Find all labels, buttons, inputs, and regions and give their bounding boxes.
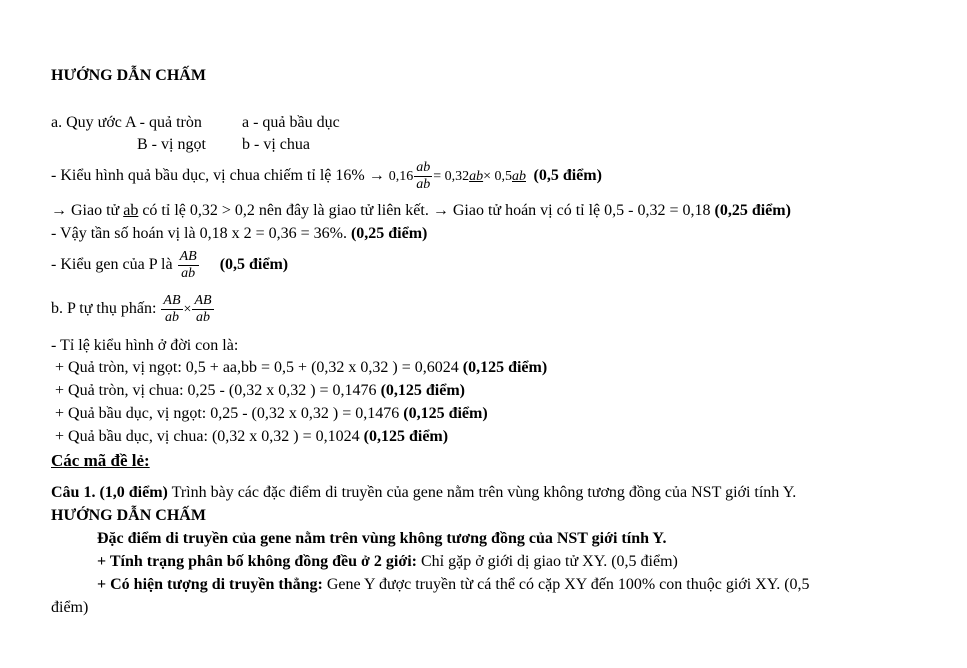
answer-point-1 [97,552,678,572]
score: (0,25 điểm) [350,225,428,242]
eq-rest1: = 0,32 [433,169,470,184]
gamete-line [51,201,791,221]
item-text: + Quả tròn, vị chua: 0,25 - (0,32 x 0,32 ) = 0,1476 [55,382,377,399]
genotype-text: - Kiểu gen của P là [51,256,173,273]
eq-coef: 0,16 [388,169,414,184]
self-pollination-text: b. P tự thụ phấn: [51,300,157,317]
list-item [55,427,448,447]
parent2-fraction [192,293,213,326]
question-text: Trình bày các đặc điểm di truyền của gene nằm trên vùng không tương đồng của NST giới tính Y. [171,484,797,501]
parent1-fraction [161,293,182,326]
list-item [55,358,547,378]
point-label: + Tính trạng phân bố không đồng đều ở 2 giới: [97,553,417,570]
score: (0,5 điểm) [219,256,289,273]
score: (0,5 điểm) [533,167,602,184]
eq-den: ab [416,177,431,193]
page-title: HƯỚNG DẪN CHẤM [51,67,206,84]
eq-ab1: ab [469,169,484,184]
item-text: + Quả bầu dục, vị chua: (0,32 x 0,32 ) = 0,1024 [55,428,360,445]
convention-a-lower: a - quả bầu dục [242,114,340,131]
section-title: Các mã đề lẻ: [51,451,150,470]
phenotype-text: - Kiểu hình quả bầu dục, vị chua chiếm tỉ lệ 16% → [51,167,385,184]
score: (0,25 điểm) [714,202,791,219]
gamete-ab: ab [123,202,139,219]
eq-ab2: ab [512,169,526,184]
phenotype-line [51,158,602,195]
ratio-intro: - Tỉ lệ kiểu hình ở đời con là: [51,337,239,354]
point-label: + Có hiện tượng di truyền thẳng: [97,576,323,593]
genotype-den: ab [181,265,196,281]
answer-heading: HƯỚNG DẪN CHẤM [51,507,206,524]
answer-point-2-wrap: điểm) [51,599,89,616]
frequency-text: - Vậy tần số hoán vị là 0,18 x 2 = 0,36 = 36%. [51,225,347,242]
gamete-prefix: → Giao tử [51,202,120,219]
convention-line-1 [51,113,340,133]
parent2-den: ab [195,309,210,325]
parent1-den: ab [164,309,179,325]
list-item [55,404,488,424]
convention-b-upper: B - vị ngọt [137,136,206,153]
gamete-rest: có tỉ lệ 0,32 > 0,2 nên đây là giao tử liên kết. → Giao tử hoán vị có tỉ lệ 0,5 - 0,32 = 0,18 [142,202,711,219]
frequency-line [51,224,427,244]
list-item [55,381,465,401]
cross-symbol: × [183,302,192,317]
genotype-line [51,247,288,283]
parent1-num: AB [163,292,181,308]
convention-b-lower: b - vị chua [242,136,310,153]
genotype-fraction [178,249,199,282]
point-text: Chỉ gặp ở giới dị giao tử XY. (0,5 điểm) [421,553,678,570]
answer-title: Đặc điểm di truyền của gene nằm trên vùng không tương đồng của NST giới tính Y. [97,530,667,547]
self-pollination-line [51,291,215,328]
eq-fraction [414,160,432,193]
convention-line-2 [137,135,310,155]
item-text: + Quả bầu dục, vị ngọt: 0,25 - (0,32 x 0,32 ) = 0,1476 [55,405,400,422]
score: (0,125 điểm) [363,428,449,445]
point-text: Gene Y được truyền từ cá thể có cặp XY đến 100% con thuộc giới XY. (0,5 [326,576,810,593]
score: (0,125 điểm) [403,405,488,422]
question-1 [51,483,796,503]
answer-point-2 [97,575,810,595]
genotype-num: AB [179,248,197,264]
score: (0,125 điểm) [380,382,465,399]
convention-a-upper: a. Quy ước A - quả tròn [51,114,202,131]
item-text: + Quả tròn, vị ngọt: 0,5 + aa,bb = 0,5 + (0,32 x 0,32 ) = 0,6024 [55,359,459,376]
equation [388,160,530,193]
eq-num: ab [416,160,431,176]
parent2-num: AB [194,292,212,308]
eq-times: × 0,5 [483,169,512,184]
question-label: Câu 1. (1,0 điểm) [51,484,168,501]
score: (0,125 điểm) [462,359,548,376]
